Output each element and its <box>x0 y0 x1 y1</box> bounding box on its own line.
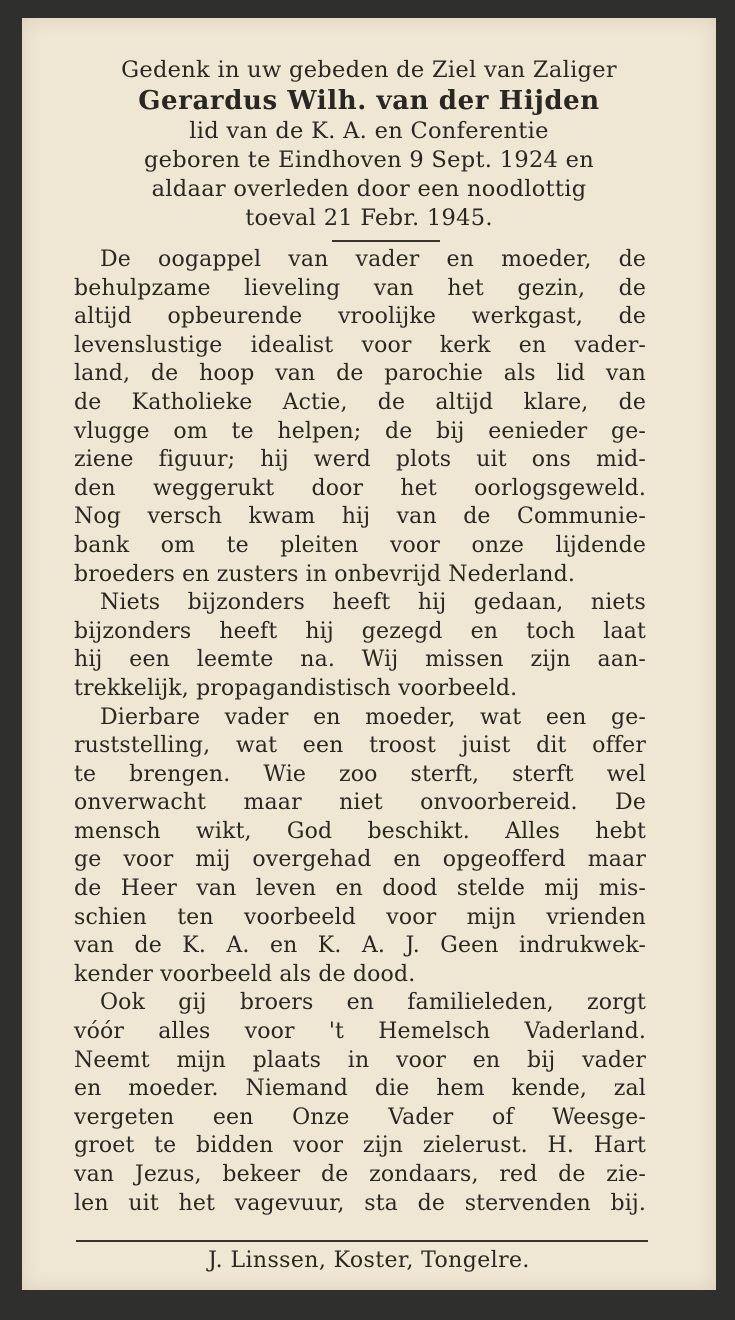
text-line: De oogappel van vader en moeder, de <box>100 247 646 272</box>
memorial-text <box>74 246 646 1218</box>
text-line: behulpzame lieveling van het gezin, de <box>74 275 646 301</box>
text-line: land, de hoop van de parochie als lid van <box>74 361 646 387</box>
text-line: broeders en zusters in onbevrijd Nederland. <box>74 561 575 587</box>
text-line: ziene figuur; hij werd plots uit ons mid- <box>74 447 646 473</box>
heading-birth: geboren te Eindhoven 9 Sept. 1924 en <box>143 147 595 173</box>
memorial-card <box>22 18 716 1290</box>
printer-credit: J. Linssen, Koster, Tongelre. <box>208 1248 530 1273</box>
text-line: bijzonders heeft hij gezegd en toch laat <box>74 618 646 644</box>
card-heading <box>22 56 716 233</box>
text-line: vergeten een Onze Vader of Weesge- <box>74 1104 646 1130</box>
text-line: de Katholieke Actie, de altijd klare, de <box>74 389 646 415</box>
text-line: den weggerukt door het oorlogsgeweld. <box>74 475 646 501</box>
text-line: te brengen. Wie zoo sterft, sterft wel <box>74 761 646 787</box>
text-line: Dierbare vader en moeder, wat een ge- <box>100 704 646 730</box>
text-line: de Heer van leven en dood stelde mij mis- <box>74 876 646 902</box>
text-line: ge voor mij overgehad en opgeofferd maar <box>74 847 646 873</box>
text-line: bank om te pleiten voor onze lijdende <box>74 532 646 558</box>
text-line: kender voorbeeld als de dood. <box>74 961 416 987</box>
heading-intro: Gedenk in uw gebeden de Ziel van Zaliger <box>121 57 617 83</box>
text-line: vlugge om te helpen; de bij eenieder ge- <box>74 418 646 444</box>
footer-divider <box>76 1240 648 1242</box>
heading-death-date: toeval 21 Febr. 1945. <box>245 205 493 231</box>
heading-membership: lid van de K. A. en Conferentie <box>189 118 549 144</box>
text-line: Neemt mijn plaats in voor en bij vader <box>74 1047 646 1073</box>
text-line: Nog versch kwam hij van de Communie- <box>74 504 646 530</box>
text-line: en moeder. Niemand die hem kende, zal <box>74 1076 646 1102</box>
text-line: vóór alles voor 't Hemelsch Vaderland. <box>74 1019 646 1045</box>
text-line: schien ten voorbeeld voor mijn vrienden <box>74 904 646 930</box>
text-line: onverwacht maar niet onvoorbereid. De <box>74 790 646 816</box>
text-line: altijd opbeurende vroolijke werkgast, de <box>74 304 646 330</box>
text-line: levenslustige idealist voor kerk en vader- <box>74 332 646 358</box>
text-line: van de K. A. en K. A. J. Geen indrukwek- <box>74 933 646 959</box>
text-line: Niets bijzonders heeft hij gedaan, niets <box>100 590 646 616</box>
text-line: mensch wikt, God beschikt. Alles hebt <box>74 818 646 844</box>
text-line: Ook gij broers en familieleden, zorgt <box>100 990 646 1016</box>
text-line: hij een leemte na. Wij missen zijn aan- <box>74 647 646 673</box>
heading-divider <box>332 240 440 242</box>
text-line: trekkelijk, propagandistisch voorbeeld. <box>74 675 518 701</box>
heading-death: aldaar overleden door een noodlottig <box>151 176 587 202</box>
text-line: van Jezus, bekeer de zondaars, red de zie- <box>74 1162 646 1187</box>
text-line: groet te bidden voor zijn zielerust. H. Hart <box>74 1133 646 1159</box>
text-line: len uit het vagevuur, sta de stervenden bij. <box>74 1190 646 1216</box>
text-line: ruststelling, wat een troost juist dit offer <box>74 733 646 759</box>
deceased-name: Gerardus Wilh. van der Hijden <box>138 86 600 116</box>
